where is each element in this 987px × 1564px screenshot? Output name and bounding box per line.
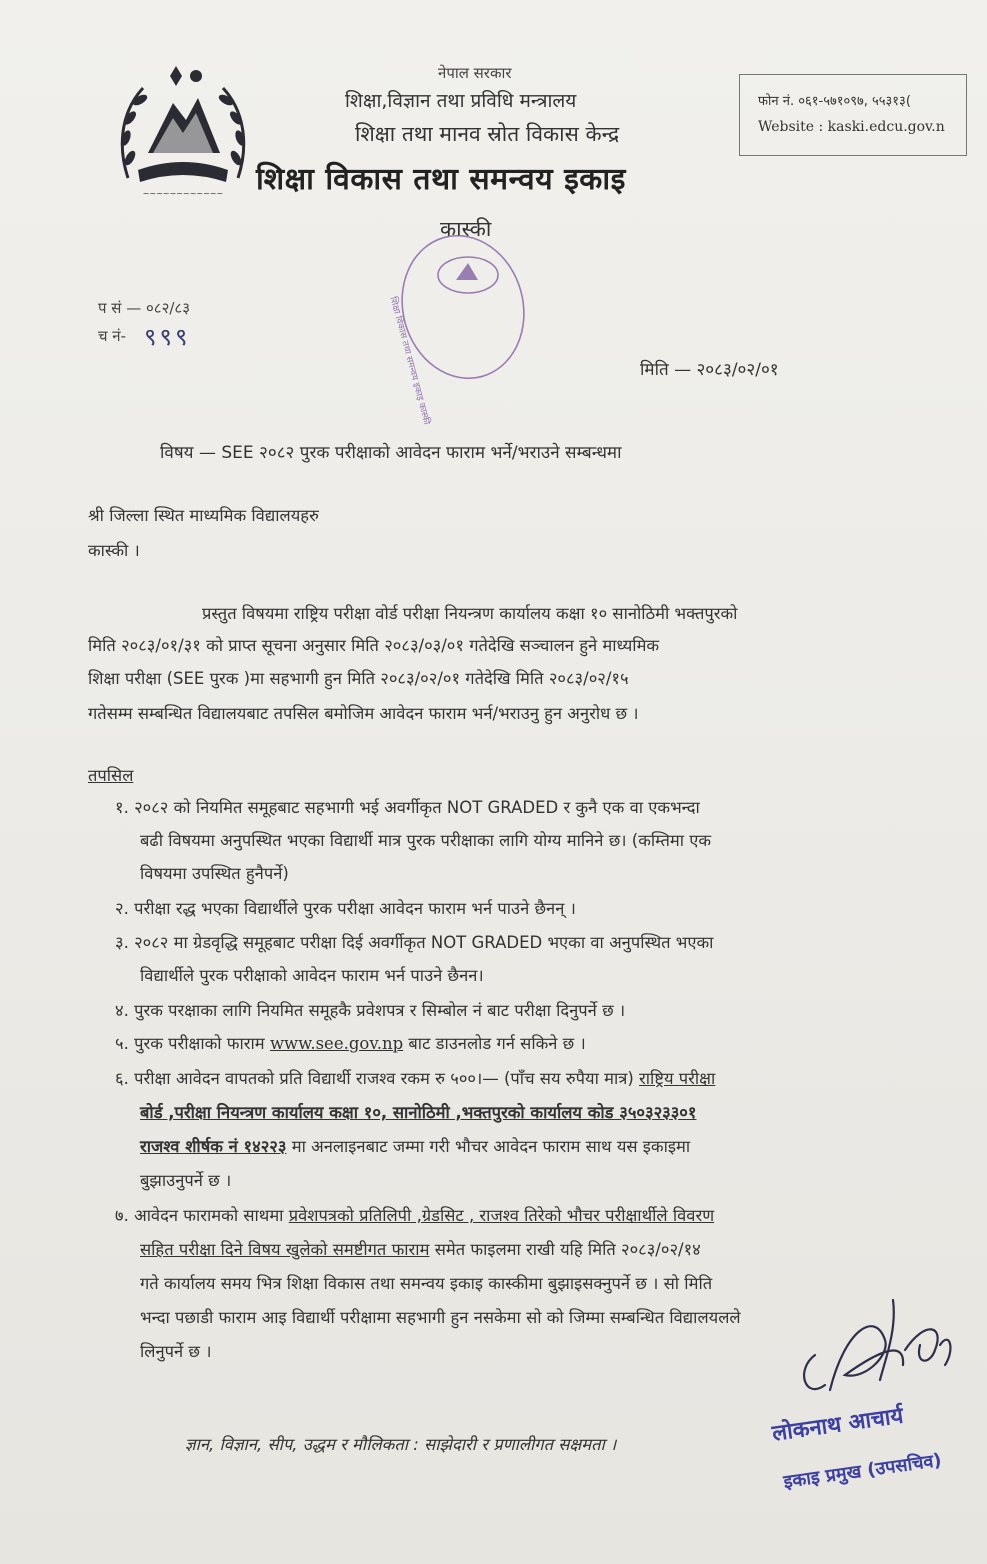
item-6-line-1 — [115, 1063, 715, 1095]
item-6-text-post: मा अनलाइनबाट जम्मा गरी भौचर आवेदन फाराम साथ यस इकाइमा — [286, 1137, 691, 1156]
svg-text:~~~~~~~~~~~~: ~~~~~~~~~~~~ — [142, 189, 224, 198]
signatory-title: इकाइ प्रमुख (उपसचिव) — [782, 1449, 943, 1493]
details-heading: तपसिल — [88, 766, 134, 785]
item-7-text-post: समेत फाइलमा राखी यहि मिति २०८३/०२/१४ — [429, 1240, 701, 1259]
dispatch-label: च नं- — [98, 327, 127, 345]
body-line-2: मिति २०८३/०१/३१ को प्राप्त सूचना अनुसार मिति २०८३/०३/०१ गतेदेखि सञ्चालन हुने माध्यमिक — [88, 636, 660, 655]
item-7-line-4: भन्दा पछाडी फाराम आइ विद्यार्थी परीक्षामा सहभागी हुन नसकेमा सो को जिम्मा सम्बन्धित विद्यालयलले — [140, 1308, 741, 1327]
item-6-revenue-head: राजश्व शीर्षक नं १४२२३ — [140, 1137, 287, 1156]
office-stamp — [378, 235, 548, 426]
centre-name: शिक्षा तथा मानव स्रोत विकास केन्द्र — [355, 122, 620, 146]
contact-box — [739, 74, 967, 156]
item-7-underlined-2: सहित परीक्षा दिने विषय खुलेको समष्टीगत फाराम — [140, 1240, 430, 1259]
letter-date: मिति — २०८३/०२/०१ — [640, 360, 779, 380]
item-3-line-2: विद्यार्थीले पुरक परीक्षाको आवेदन फाराम भर्न पाउने छैनन। — [140, 966, 484, 985]
body-line-1: प्रस्तुत विषयमा राष्ट्रिय परीक्षा वोर्ड परीक्षा नियन्त्रण कार्यालय कक्षा १० सानोठिमी भक्तपुरको — [202, 604, 738, 623]
website-url: Website : kaski.edcu.gov.n — [758, 119, 945, 135]
unit-name: शिक्षा विकास तथा समन्वय इकाइ — [256, 162, 626, 197]
subject-line: विषय — SEE २०८२ पुरक परीक्षाको आवेदन फाराम भर्ने/भराउने सम्बन्धमा — [160, 443, 622, 463]
government-name: नेपाल सरकार — [438, 64, 512, 82]
item-7-line-2 — [140, 1234, 701, 1266]
item-6-underlined-1: राष्ट्रिय परीक्षा — [639, 1069, 716, 1088]
nepal-emblem-icon — [108, 58, 258, 208]
item-3-line-1: ३. २०८२ मा ग्रेडवृद्धि समूहबाट परीक्षा दिई अवर्गीकृत NOT GRADED भएका वा अनुपस्थित भएका — [115, 933, 714, 952]
item-1-line-1: १. २०८२ को नियमित समूहबाट सहभागी भई अवर्गीकृत NOT GRADED र कुनै एक वा एकभन्दा — [115, 798, 700, 817]
signature-scribble-icon — [785, 1270, 965, 1420]
body-line-4: गतेसम्म सम्बन्धित विद्यालयबाट तपसिल बमोजिम आवेदन फाराम भर्न/भराउनु हुन अनुरोध छ । — [88, 704, 639, 723]
fiscal-year-ref: प सं — ०८२/८३ — [98, 299, 191, 317]
item-2-line-1: २. परीक्षा रद्ध भएका विद्यार्थीले पुरक परीक्षा आवेदन फाराम भर्न पाउने छैनन् । — [115, 899, 576, 918]
item-6-line-3 — [140, 1131, 690, 1163]
item-6-line-4: बुझाउनुपर्ने छ । — [140, 1171, 232, 1190]
item-5-text-pre: ५. पुरक परीक्षाको फाराम — [115, 1034, 270, 1053]
item-7-line-1 — [115, 1200, 714, 1232]
item-7-text-pre: ७. आवेदन फारामको साथमा — [115, 1206, 289, 1225]
ministry-name: शिक्षा,विज्ञान तथा प्रविधि मन्त्रालय — [345, 90, 577, 112]
signatory-name: लोकनाथ आचार्य — [770, 1403, 905, 1447]
recipient-line-1: श्री जिल्ला स्थित माध्यमिक विद्यालयहरु — [88, 506, 319, 525]
item-1-line-2: बढी विषयमा अनुपस्थित भएका विद्यार्थी मात्र पुरक परीक्षाका लागि योग्य मानिने छ। (कम्तिमा एक — [140, 831, 712, 850]
stamp-text: शिक्षा विकास तथा समन्वय इकाइ कास्की — [387, 295, 432, 426]
dispatch-number: ९९९ — [144, 323, 191, 351]
item-6-text-pre: ६. परीक्षा आवेदन वापतको प्रति विद्यार्थी राजश्व रकम रु ५००।— (पाँच सय रुपैया मात्र) — [115, 1069, 640, 1088]
item-5-line-1 — [115, 1028, 586, 1060]
district-name: कास्की — [440, 217, 492, 241]
item-7-line-5: लिनुपर्ने छ । — [140, 1342, 212, 1361]
recipient-line-2: कास्की । — [88, 541, 140, 560]
item-4-line-1: ४. पुरक परक्षाका लागि नियमित समूहकै प्रवेशपत्र र सिम्बोल नं बाट परीक्षा दिनुपर्ने छ । — [115, 1001, 626, 1020]
item-1-line-3: विषयमा उपस्थित हुनैपर्ने) — [140, 864, 289, 883]
item-5-text-post: बाट डाउनलोड गर्न सकिने छ । — [403, 1034, 586, 1053]
motto: ज्ञान, विज्ञान, सीप, उद्धम र मौलिकता : साझेदारी र प्रणालीगत सक्षमता । — [185, 1435, 617, 1454]
phone-number: फोन नं. ०६१-५७१०९७, ५५३१३( — [758, 94, 911, 109]
item-7-line-3: गते कार्यालय समय भित्र शिक्षा विकास तथा समन्वय इकाइ कास्कीमा बुझाइसक्नुपर्ने छ । सो मिति — [140, 1274, 713, 1293]
item-6-line-2: बोर्ड ,परीक्षा नियन्त्रण कार्यालय कक्षा १०, सानोठिमी ,भक्तपुरको कार्यालय कोड ३५०३२३३०१ — [140, 1103, 697, 1122]
item-7-underlined-1: प्रवेशपत्रको प्रतिलिपी ,ग्रेडसिट , राजश्व तिरेको भौचर परीक्षार्थीले विवरण — [288, 1206, 715, 1225]
see-website-link[interactable]: www.see.gov.np — [269, 1034, 404, 1053]
body-line-3: शिक्षा परीक्षा (SEE पुरक )मा सहभागी हुन मिति २०८३/०२/०१ गतेदेखि मिति २०८३/०२/१५ — [88, 669, 629, 688]
